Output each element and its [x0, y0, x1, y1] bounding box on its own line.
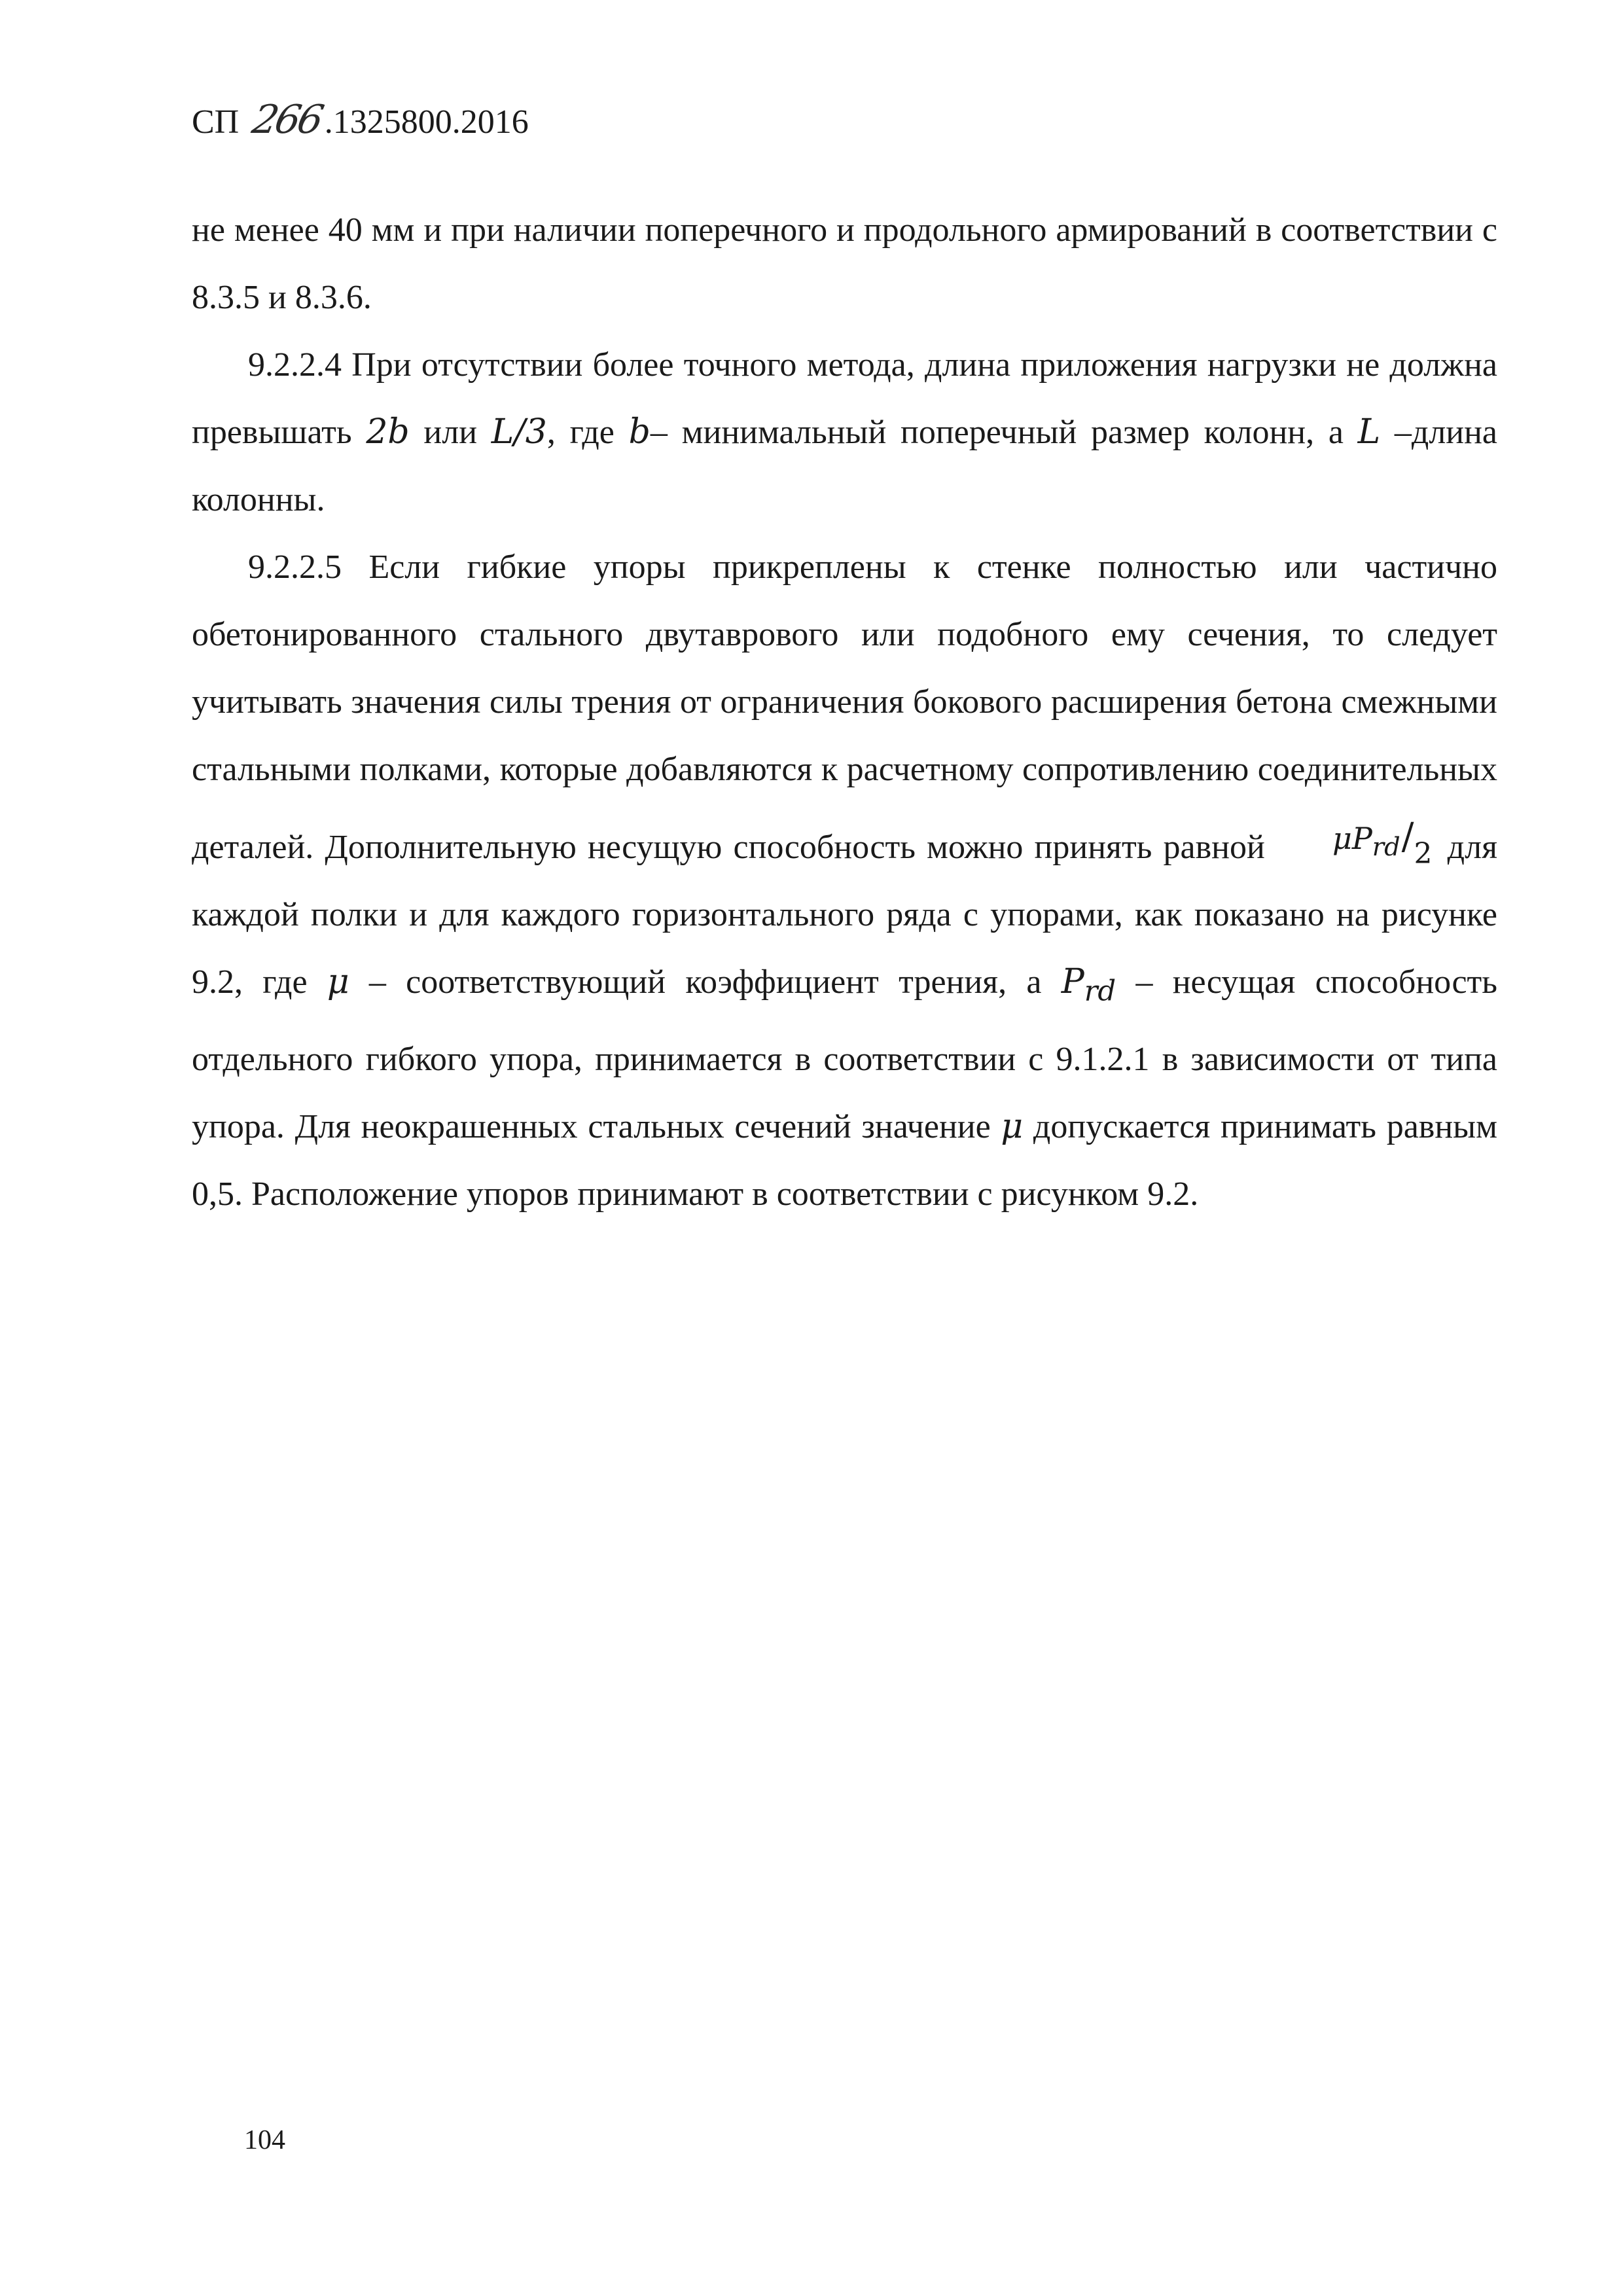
- paragraph-9-2-2-5: [192, 533, 1497, 1228]
- formula-b: b: [628, 412, 651, 452]
- p2-text-c: , где: [546, 414, 629, 451]
- paragraph-continuation: не менее 40 мм и при наличии поперечного и продольного армирований в соответствии с 8.3.5 и 8.3.6.: [192, 211, 1497, 316]
- p2-text-d: – минимальный поперечный размер колонн, а: [650, 414, 1358, 451]
- header-prefix: СП: [192, 103, 240, 141]
- p2-text-a: 9.2.2.4 При отсутствии более точного метода, длина приложения нагрузки не должна превышать: [192, 346, 1497, 451]
- prd-subscript: rd: [1084, 975, 1116, 1008]
- formula-2b: 2b: [366, 412, 410, 452]
- p3-text-d: – несущая способность отдельного гибкого упора, принимается в соответствии с 9.1.2.1 в зависимости от типа упора. Для неокрашенных стальных сечений значение: [192, 963, 1497, 1145]
- p3-text-a: 9.2.2.5 Если гибкие упоры прикреплены к стенке полностью или частично обетонированного стального двутаврового или подобного ему сечения, то следует учитывать значения силы трения от ограничения бокового расширения бетона смежными стальными полками, которые добавляются к расчетному сопротивлению соединительных деталей. Дополнительную несущую способность можно принять равной: [192, 548, 1497, 866]
- page-number: 104: [244, 2125, 285, 2155]
- paragraph-9-2-2-4: [192, 331, 1497, 533]
- document-header: [192, 97, 529, 145]
- formula-mu-prd-over-2: $\mu P_{rd}/2$: [1332, 816, 1433, 870]
- p3-text-c: – соответствующий коэффициент трения, а: [349, 963, 1061, 1001]
- p2-text-e: –длина колонны.: [192, 414, 1498, 518]
- formula-L: L: [1357, 412, 1381, 452]
- formula-mu-2: μ: [1001, 1106, 1024, 1146]
- formula-L-over-3: L/3: [491, 412, 547, 452]
- p2-text-b: или: [409, 414, 491, 451]
- frac-numerator-sub: rd: [1372, 833, 1400, 863]
- handwritten-number: 266: [248, 97, 326, 143]
- frac-denominator: 2: [1414, 837, 1433, 870]
- p3-text-b: для каждой полки и для каждого горизонтального ряда с упорами, как показано на рисунке 9.2, где: [192, 829, 1497, 1001]
- formula-mu-1: μ: [327, 962, 349, 1002]
- formula-prd: [1061, 962, 1116, 1008]
- prd-symbol: P: [1061, 962, 1084, 1002]
- frac-numerator: μP: [1332, 821, 1372, 856]
- document-body: [192, 196, 1497, 1228]
- p3-text-e: допускается принимать равным 0,5. Расположение упоров принимают в соответствии с рисунком 9.2.: [192, 1107, 1497, 1213]
- header-suffix: .1325800.2016: [324, 103, 529, 141]
